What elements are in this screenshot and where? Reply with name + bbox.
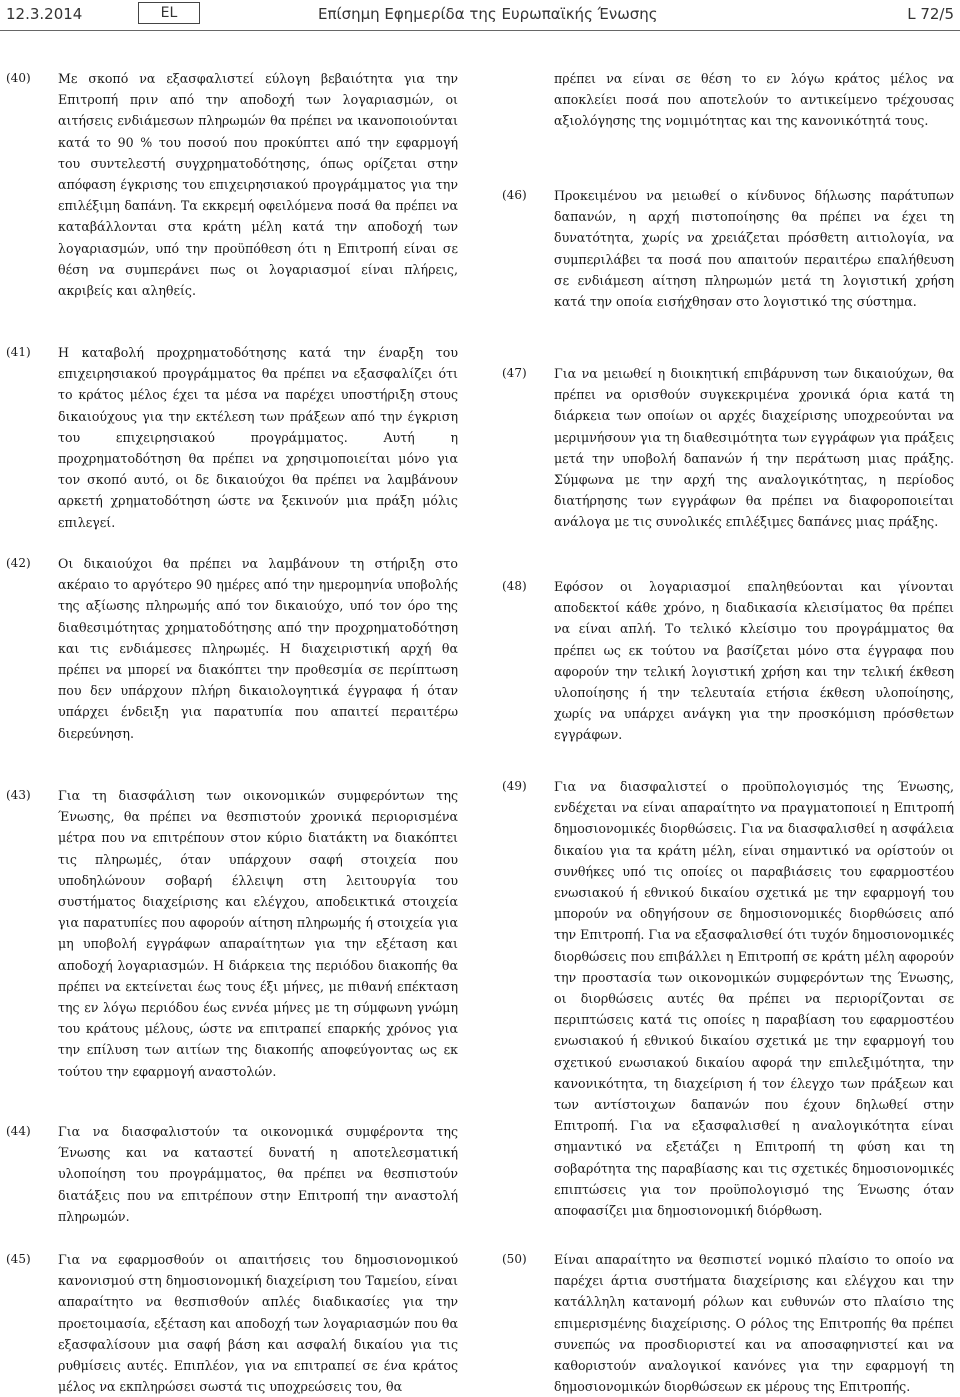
recital-number: (41) — [6, 345, 31, 359]
recital-text: Για να διασφαλιστεί ο προϋπολογισμός της Ένωσης, ενδέχεται να είναι απαραίτητο να πραγματοποιεί η Επιτροπή δημοσιονομικές διορθώσεις. Για να διασφαλισθεί η ασφάλεια δικαίου για τα κράτη μέλη, είναι σημαντικό να ορίστούν οι συνθήκες υπό τις οποίες οι παραβιάσεις του εφαρμοστέου ενωσιακού ή εθνικού δικαίου σχετικά με την εφαρμογή του μπορούν να οδηγήσουν σε δημοσιονομικές διορθώσεις από την Επιτροπή. Για να εξασφαλισθεί ότι τυχόν δημοσιονομικές διορθώσεις που επιβάλλει η Επιτροπή σε κράτη μέλη αφορούν την προστασία των οικονομικών συμφερόντων της Ένωσης, οι διορθώσεις αυτές θα πρέπει να περιορίζονται σε περιπτώσεις κατά τις οποίες η παραβίαση του εφαρμοστέου ενωσιακού ή εθνικού δικαίου σχετικά με την εφαρμογή του σχετικού ενωσιακού δικαίου αφορά την επιλεξιμότητα, την κανονικότητα, τη διαχείριση ή τον έλεγχο των πράξεων και των αντίστοιχων δαπανών που έχουν δηλωθεί στην Επιτροπή. Για να εξασφαλισθεί η αναλογικότητα είναι σημαντικό να εξετάζει η Επιτροπή τη φύση και τη σοβαρότητα της παραβίασης και τις σχετικές δημοσιονομικές επιπτώσεις για τον προϋπολογισμό της Ένωσης όταν αποφασίζει μια δημοσιονομική διόρθωση. — [554, 779, 954, 1219]
header-divider — [0, 30, 960, 31]
recital-number: (40) — [6, 71, 31, 85]
publication-date: 12.3.2014 — [6, 5, 83, 23]
recital-text: Για τη διασφάλιση των οικονομικών συμφερόντων της Ένωσης, θα πρέπει να θεσπιστούν χρονικά περιορισμένα μέτρα που να επιτρέπουν στον κύριο διατάκτη να διακόπτει τις πληρωμές, όταν υπάρχουν σαφή στοιχεία που υποδηλώνουν σοβαρή έλλειψη στη λειτουργία του συστήματος διαχείρισης και ελέγχου, αποδεικτικά στοιχεία για παρατυπίες που αφορούν αίτηση πληρωμής ή στοιχεία για μη υποβολή εγγράφων απαραίτητων για την εξέταση και αποδοχή λογαριασμών. Η διάρκεια της περιόδου διακοπής θα πρέπει να εκτείνεται έως τους έξι μήνες, με πιθανή επέκταση της εν λόγω περιόδου έως εννέα μήνες με τη σύμφωνη γνώμη του κράτους μέλους, ώστε να επιτραπεί επαρκής χρόνος για την επίλυση των αιτίων της διακοπής αποφεύγοντας ως εκ τούτου την εφαρμογή αναστολών. — [58, 788, 458, 1079]
recital-number: (45) — [6, 1252, 31, 1266]
journal-title: Επίσημη Εφημερίδα της Ευρωπαϊκής Ένωσης — [318, 5, 658, 23]
language-badge: EL — [138, 2, 200, 24]
recital-text: Εφόσον οι λογαριασμοί επαληθεύονται και γίνονται αποδεκτοί κάθε χρόνο, η διαδικασία κλεισίματος θα πρέπει να είναι απλή. Το τελικό κλείσιμο του προγράμματος θα πρέπει ως εκ τούτου να βασίζεται μόνο στα έγγραφα που αφορούν την τελική λογιστική χρήση και την τελική έκθεση υλοποίησης ή την τελευταία ετήσια έκθεση υλοποίησης, χωρίς να υπάρχει ανάγκη για την προσκόμιση πρόσθετων εγγράφων. — [554, 579, 954, 743]
recital-text: Με σκοπό να εξασφαλιστεί εύλογη βεβαιότητα για την Επιτροπή πριν από την αποδοχή των λογαριασμών, οι αιτήσεις ενδιάμεσων πληρωμών θα πρέπει να ικανοποιούνται κατά το 90 % του ποσού που προκύπτει από την εφαρμογή του συντελεστή συγχρηματοδότησης, όπως ορίζεται στην απόφαση έγκρισης του επιχειρησιακού προγράμματος για την επιλέξιμη δαπάνη. Τα εκκρεμή οφειλόμενα ποσά θα πρέπει να καταβάλλονται στα κράτη μέλη κατά την αποδοχή των λογαριασμών, υπό την προϋπόθεση ότι η Επιτροπή είναι σε θέση να συμπεράνει πως οι λογαριασμοί είναι πλήρεις, ακριβείς και αληθείς. — [58, 71, 458, 299]
recital-number: (48) — [502, 579, 527, 593]
recital-text: Προκειμένου να μειωθεί ο κίνδυνος δήλωσης παράτυπων δαπανών, η αρχή πιστοποίησης θα πρέπει να έχει τη δυνατότητα, χωρίς να χρειάζεται πρόσθετη αιτιολογία, να συμπεριλάβει τα ποσά που απαιτούν περαιτέρω επαλήθευση σε ενδιάμεση αίτηση πληρωμών μετά τη λογιστική χρήση κατά την οποία εισήχθησαν στο λογιστικό της σύστημα. — [554, 188, 954, 310]
recital-text: Οι δικαιούχοι θα πρέπει να λαμβάνουν τη στήριξη στο ακέραιο το αργότερο 90 ημέρες από την ημερομηνία υποβολής της αξίωσης πληρωμής από τον δικαιούχο, υπό τον όρο της διαθεσιμότητας χρηματοδότησης από την προχρηματοδότηση και τις ενδιάμεσες πληρωμές. Η διαχειριστική αρχή θα πρέπει να μπορεί να διακόπτει την προθεσμία σε περίπτωση που δεν υπάρχουν πλήρη δικαιολογητικά έγγραφα ή όταν υπάρχει ένδειξη για παρατυπία που απαιτεί περαιτέρω διερεύνηση. — [58, 556, 458, 741]
recital-number: (50) — [502, 1252, 527, 1266]
recital-number: (46) — [502, 188, 527, 202]
recital-number: (47) — [502, 366, 527, 380]
page-number: L 72/5 — [907, 5, 954, 23]
recital-text: Η καταβολή προχρηματοδότησης κατά την έναρξη του επιχειρησιακού προγράμματος θα πρέπει να εξασφαλίζει ότι το κράτος μέλος έχει τα μέσα να παρέχει υποστήριξη στους δικαιούχους για την εκτέλεση των πράξεων από την έγκριση του επιχειρησιακού προγράμματος. Αυτή η προχρηματοδότηση θα πρέπει να χρησιμοποιείται μόνο για τον σκοπό αυτό, οι δε δικαιούχοι θα πρέπει να λαμβάνουν αρκετή χρηματοδότηση ώστε να ξεκινούν μια πράξη μόλις επιλεγεί. — [58, 345, 458, 530]
recital-text: Είναι απαραίτητο να θεσπιστεί νομικό πλαίσιο το οποίο να παρέχει άρτια συστήματα διαχείρισης και ελέγχου και την κατάλληλη κατανομή ρόλων και ευθυνών στο πλαίσιο της επιμερισμένης διαχείρισης. Ο ρόλος της Επιτροπής θα πρέπει συνεπώς να προσδιοριστεί και να αποσαφηνιστεί και να καθοριστούν αναλογικοί κανόνες για την εφαρμογή τη δημοσιονομικών διορθώσεων εκ μέρους της Επιτροπής. — [554, 1252, 954, 1395]
recital-text: Για να μειωθεί η διοικητική επιβάρυνση των δικαιούχων, θα πρέπει να ορισθούν συγκεκριμένα χρονικά όρια κατά τη διάρκεια των οποίων οι αρχές διαχείρισης υποχρεούνται να μεριμνήσουν για τη διαθεσιμότητα των εγγράφων για πράξεις μετά την υποβολή δαπανών ή την περάτωση μιας πράξης. Σύμφωνα με την αρχή της αναλογικότητας, η περίοδος διατήρησης των εγγράφων θα πρέπει να διαφοροποιείται ανάλογα με τις συνολικές επιλέξιμες δαπάνες μιας πράξης. — [554, 366, 954, 530]
recital-text: πρέπει να είναι σε θέση το εν λόγω κράτος μέλος να αποκλείει ποσά που αποτελούν το αντικείμενο τρέχουσας αξιολόγησης της νομιμότητας και της κανονικότητά τους. — [554, 71, 954, 129]
page-header — [0, 0, 960, 30]
recital-number: (49) — [502, 779, 527, 793]
recital-number: (42) — [6, 556, 31, 570]
recital-number: (44) — [6, 1124, 31, 1138]
recital-number: (43) — [6, 788, 31, 802]
recital-text: Για να διασφαλιστούν τα οικονομικά συμφέροντα της Ένωσης και να καταστεί δυνατή η αποτελεσματική υλοποίηση του προγράμματος, θα πρέπει να θεσπιστούν διατάξεις που να επιτρέπουν στην Επιτροπή την αναστολή πληρωμών. — [58, 1124, 458, 1224]
recital-text: Για να εφαρμοσθούν οι απαιτήσεις του δημοσιονομικού κανονισμού στη δημοσιονομική διαχείριση του Ταμείου, είναι απαραίτητο να θεσπισθούν απλές διαδικασίες για την προετοιμασία, εξέταση και αποδοχή των λογαριασμών που θα εξασφαλίσουν μια σαφή βάση και ασφαλή δικαίου για τις ρυθμίσεις αυτές. Επιπλέον, για να επιτραπεί σε ένα κράτος μέλος να εκπληρώσει σωστά τις υποχρεώσεις του, θα — [58, 1252, 458, 1395]
